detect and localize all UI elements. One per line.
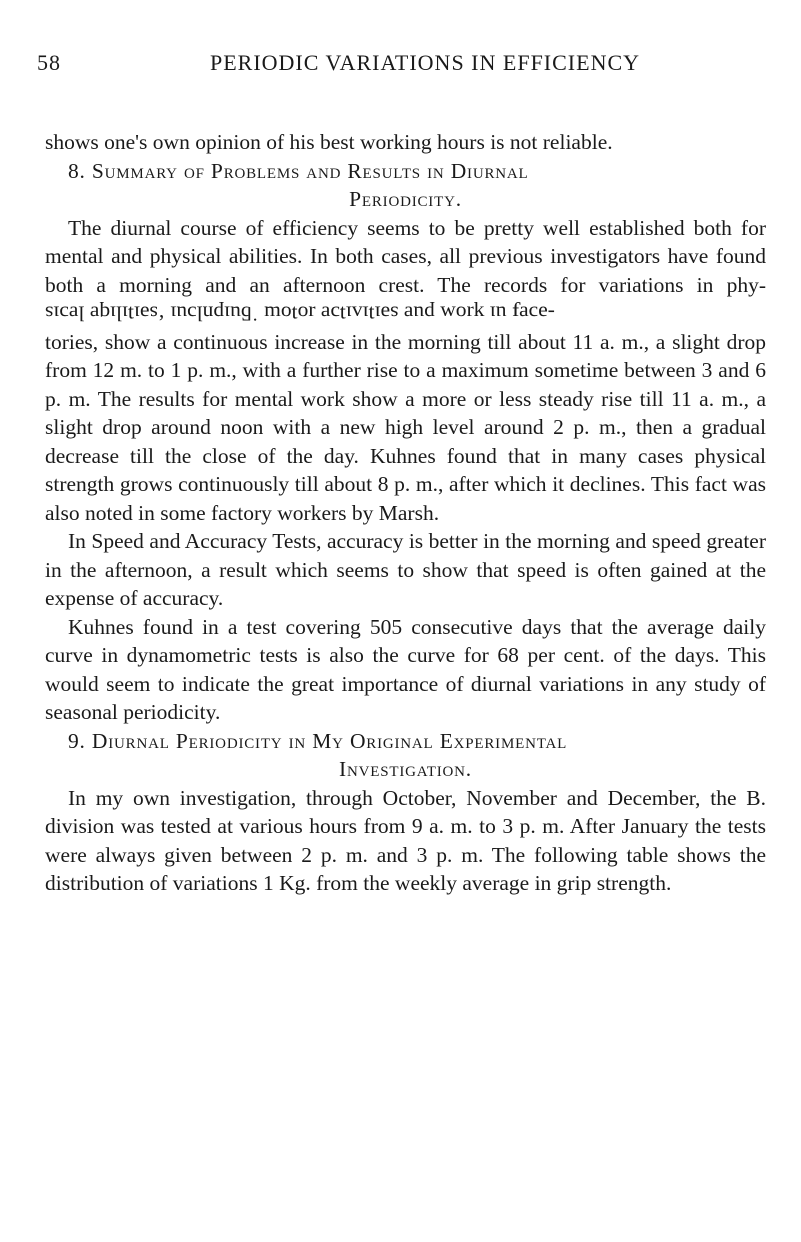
inverted-text: -ǝɔɐɟ uı ʞɹoʍ puɐ sǝıʇıʌıʇɔɐ ɹoʇoɯ ˙ƃuıpnlɔuı ‘sǝıʇılıqɐ lɐɔıs [45,301,555,326]
section-9-heading-line-2: Investigation. [339,757,472,781]
running-head: PERIODIC VARIATIONS IN EFFICIENCY [209,50,641,75]
section-8-heading-line-2: Periodicity. [349,187,462,211]
intro-paragraph: shows one's own opinion of his best working hours is not reliable. [45,130,613,154]
section-8-heading-line-1: 8. Summary of Problems and Results in Diurnal [68,158,529,183]
paragraph-2: In Speed and Accuracy Tests, accuracy is better in the morning and speed greater in the afternoon, a result which seems to show that speed is often gained at the expense of accuracy. [45,529,766,610]
page-number: 58 [37,50,61,75]
section-9-heading-line-1: 9. Diurnal Periodicity in My Original Experimental [68,728,568,753]
paragraph-4: In my own investigation, through October, November and December, the B. division was tested at various hours from 9 a. m. to 3 p. m. After January the tests were always given between 2 p. m. and 3 p. m. The following table shows the distribution of variations 1 Kg. from the weekly average in grip strength. [45,785,766,895]
section-9-heading [45,727,766,784]
inverted-line [45,299,766,328]
section-8-heading [45,157,766,214]
page-header [37,50,761,82]
paragraph-3: Kuhnes found in a test covering 505 consecutive days that the average daily curve in dynamometric tests is also the curve for 68 per cent. of the days. This would seem to indicate the great importance of diurnal variations in any study of seasonal periodicity. [45,614,766,724]
page-body [45,128,766,898]
paragraph-1-part-1: The diurnal course of efficiency seems to be pretty well established both for mental and physical abilities. In both cases, all previous investigators have found both a morning and an afternoon crest. The records for variations in phy- [45,215,766,297]
paragraph-1-part-2: tories, show a continuous increase in the morning till about 11 a. m., a slight drop from 12 m. to 1 p. m., with a further rise to a maximum sometime between 3 and 6 p. m. The results for mental work show a more or less steady rise till 11 a. m., a slight drop around noon with a new high level around 2 p. m., then a gradual decrease till the close of the day. Kuhnes found that in many cases physical strength grows continuously till about 8 p. m., after which it declines. This fact was also noted in some factory workers by Marsh. [45,329,766,525]
